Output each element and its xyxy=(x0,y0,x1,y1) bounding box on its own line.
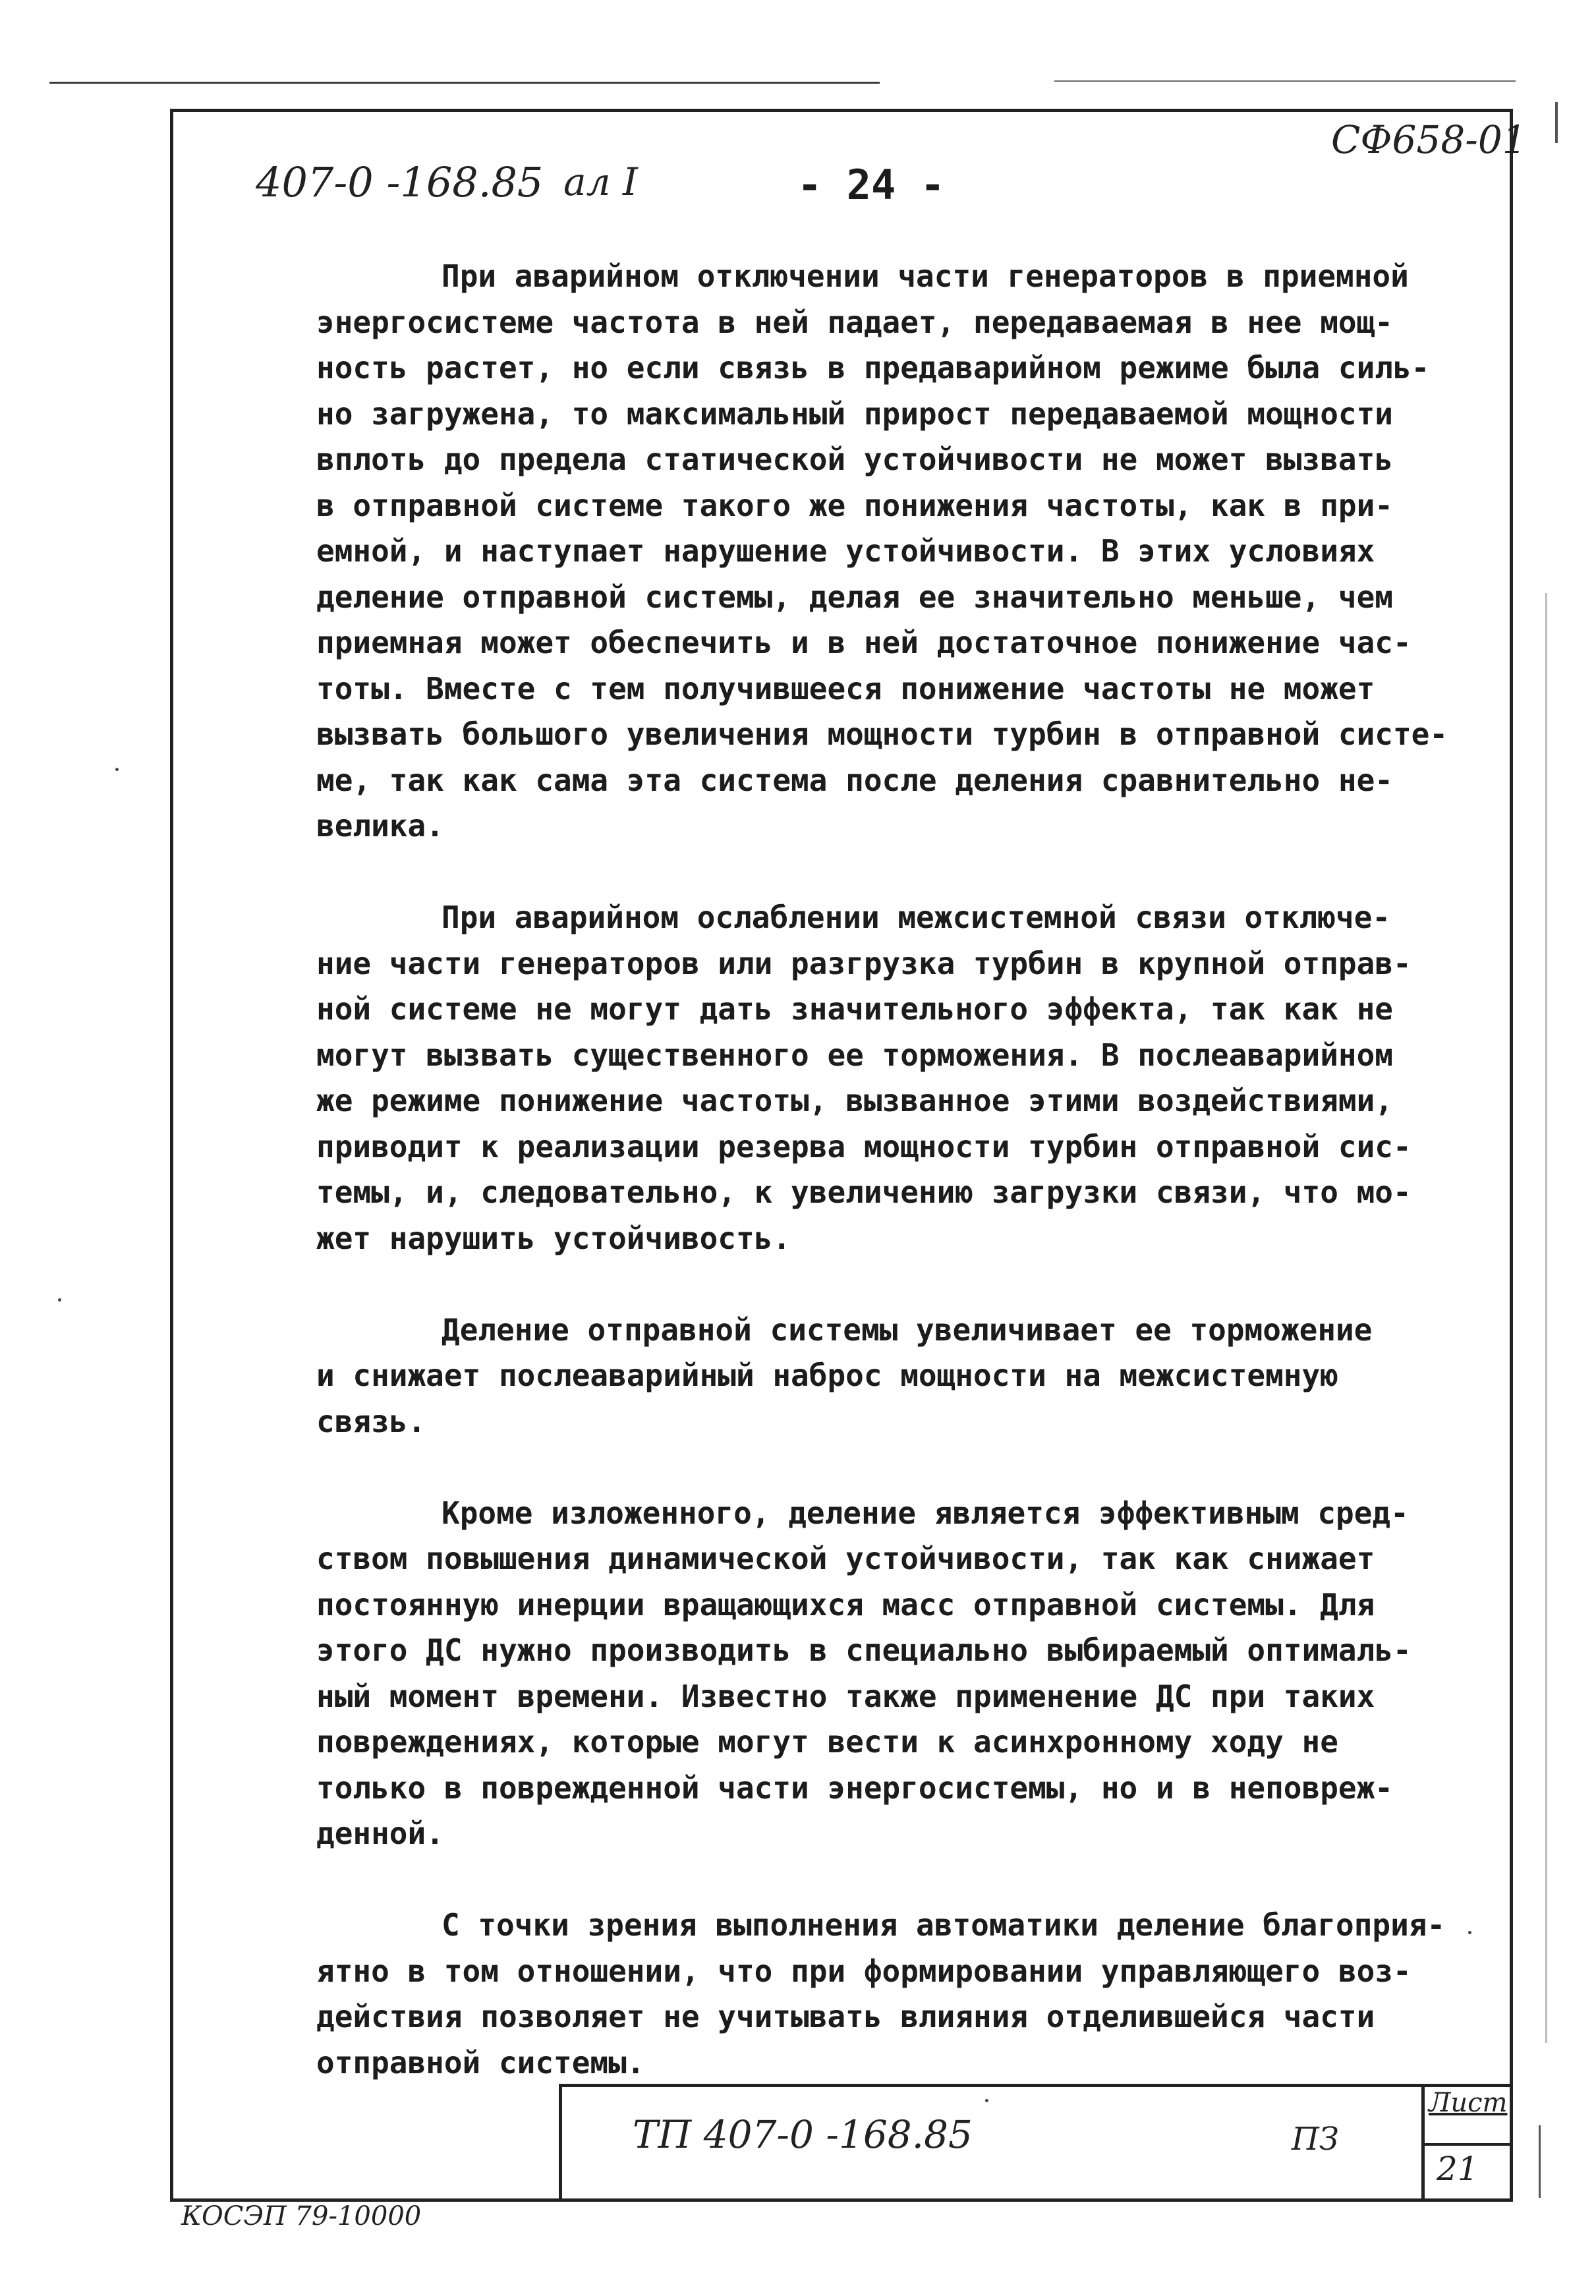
text-line: повреждениях, которые могут вести к асинхронному ходу не xyxy=(316,1724,1338,1760)
paragraph xyxy=(316,254,1502,849)
text-line: ной системе не могут дать значительного эффекта, так как не xyxy=(316,991,1393,1027)
margin-shadow xyxy=(1545,593,1547,2043)
title-block-sheet-number: 21 xyxy=(1437,2150,1479,2188)
text-line: вызвать большого увеличения мощности турбин в отправной систе- xyxy=(316,716,1448,752)
text-line: и снижает послеаварийный наброс мощности на межсистемную xyxy=(316,1358,1338,1393)
margin-mark xyxy=(1555,102,1558,143)
title-block-sheet-divider xyxy=(1421,2143,1510,2146)
doc-album: ал I xyxy=(563,159,638,204)
footer-code: КОСЭП 79-10000 xyxy=(181,2201,422,2231)
title-block-doc-type: ПЗ xyxy=(1292,2121,1339,2158)
text-line: приемная может обеспечить и в ней достаточное понижение час- xyxy=(316,625,1411,660)
text-line: деление отправной системы, делая ее значительно меньше, чем xyxy=(316,579,1393,615)
text-line: этого ДС нужно производить в специально выбираемый оптималь- xyxy=(316,1632,1411,1668)
text-line: могут вызвать существенного ее торможения. В послеаварийном xyxy=(316,1037,1393,1073)
doc-code-header: 407-0 -168.85 xyxy=(256,158,544,206)
text-line: С точки зрения выполнения автоматики деление благоприя- xyxy=(442,1907,1446,1943)
text-line: приводит к реализации резерва мощности турбин отправной сис- xyxy=(316,1128,1411,1164)
title-block-code: ТП 407-0 -168.85 xyxy=(633,2112,973,2157)
text-line: При аварийном ослаблении межсистемной связи отключе- xyxy=(442,900,1391,935)
text-line: в отправной системе такого же понижения частоты, как в при- xyxy=(316,487,1393,523)
title-block-divider xyxy=(1421,2084,1425,2199)
text-line: Деление отправной системы увеличивает ее торможение xyxy=(442,1311,1373,1348)
paragraph xyxy=(316,1307,1502,1445)
text-line: ятно в том отношении, что при формировании управляющего воз- xyxy=(316,1953,1411,1989)
top-rule xyxy=(49,82,880,84)
text-line: но загружена, то максимальный прирост передаваемой мощности xyxy=(316,395,1393,432)
text-line: ность растет, но если связь в предаварийном режиме была силь- xyxy=(316,350,1430,386)
text-line: ме, так как сама эта система после деления сравнительно не- xyxy=(316,762,1393,798)
text-line: отправной системы. xyxy=(316,2044,645,2081)
text-line: связь. xyxy=(316,1403,426,1439)
text-line: темы, и, следовательно, к увеличению загрузки связи, что мо- xyxy=(316,1174,1411,1210)
paragraph xyxy=(316,1491,1502,1857)
paragraph xyxy=(316,895,1502,1261)
text-line: ный момент времени. Известно также применение ДС при таких xyxy=(316,1678,1375,1714)
text-line: только в поврежденной части энергосистемы, но и в неповреж- xyxy=(316,1769,1393,1806)
scan-speck xyxy=(1468,1931,1471,1934)
body-text xyxy=(316,254,1502,2086)
text-line: жет нарушить устойчивость. xyxy=(316,1220,791,1256)
text-line: Кроме изложенного, деление является эффективным сред- xyxy=(442,1495,1409,1531)
text-line: ние части генераторов или разгрузка турбин в крупной отправ- xyxy=(316,945,1411,981)
text-line: велика. xyxy=(316,808,444,844)
title-block-sheet-label: Лист xyxy=(1429,2088,1508,2118)
text-line: емной, и наступает нарушение устойчивости. В этих условиях xyxy=(316,533,1375,569)
text-line: При аварийном отключении части генераторов в приемной xyxy=(442,258,1409,294)
top-rule-right xyxy=(1054,80,1516,82)
scan-speck xyxy=(115,768,119,771)
text-line: денной. xyxy=(316,1816,444,1851)
margin-mark-bottom xyxy=(1539,2125,1541,2198)
scan-speck xyxy=(985,2099,988,2102)
text-line: вплоть до предела статической устойчивости не может вызвать xyxy=(316,442,1393,477)
doc-code-top: СФ658-01 xyxy=(1331,117,1527,162)
text-line: же режиме понижение частоты, вызванное этими воздействиями, xyxy=(316,1083,1393,1118)
scan-speck xyxy=(58,1298,61,1302)
text-line: постоянную инерции вращающихся масс отправной системы. Для xyxy=(316,1586,1375,1622)
text-line: тоты. Вместе с тем получившееся понижение частоты не может xyxy=(316,670,1375,706)
text-line: действия позволяет не учитывать влияния отделившейся части xyxy=(316,1999,1375,2034)
text-line: энергосистеме частота в ней падает, передаваемая в нее мощ- xyxy=(316,304,1393,340)
paragraph xyxy=(316,1903,1502,2086)
page-number: - 24 - xyxy=(797,161,945,209)
text-line: ством повышения динамической устойчивости, так как снижает xyxy=(316,1541,1375,1576)
